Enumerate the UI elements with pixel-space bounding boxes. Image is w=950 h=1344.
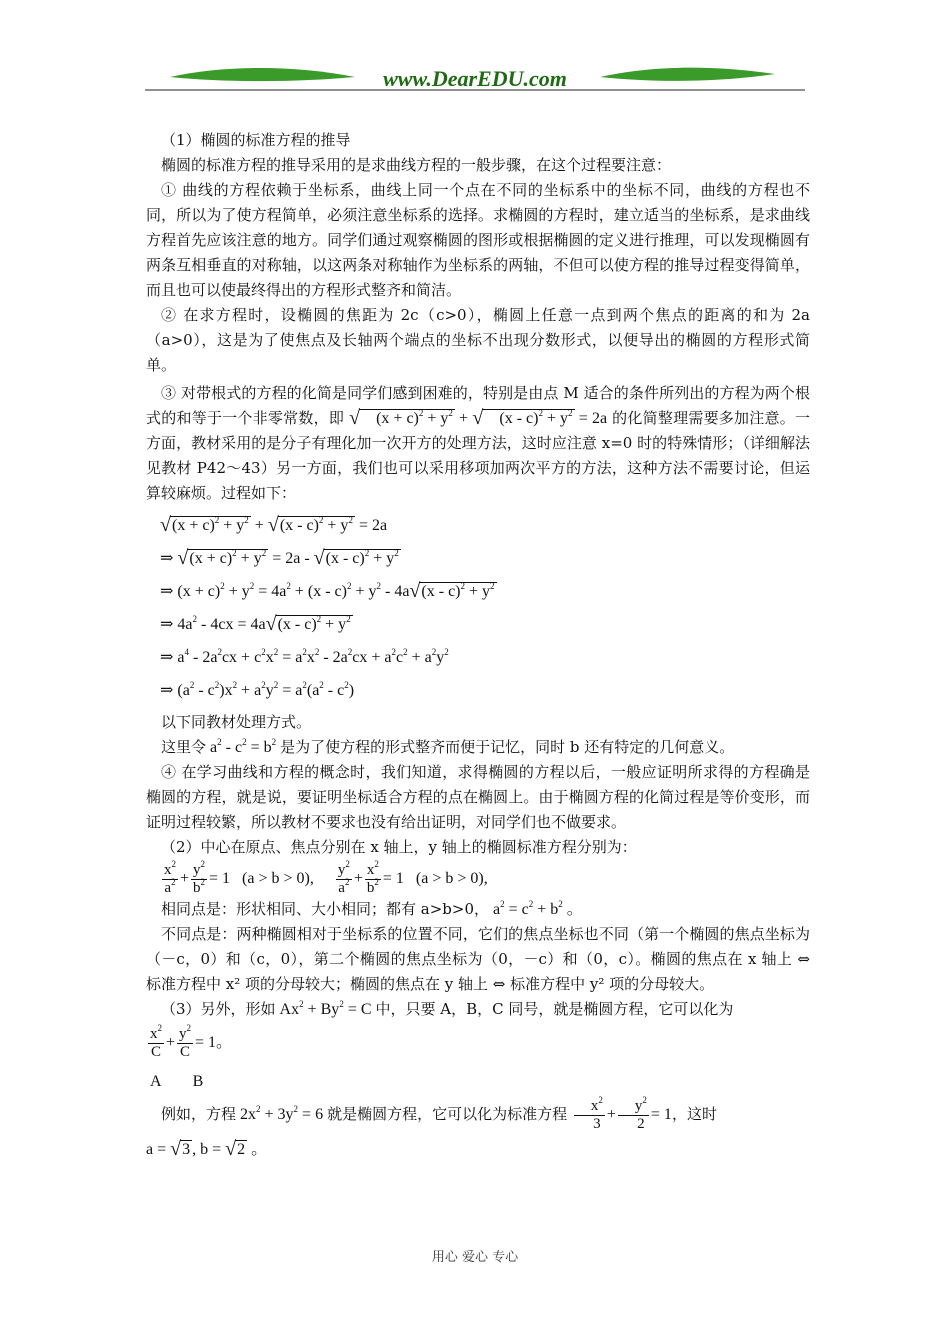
section-heading-3: [146, 997, 810, 1022]
document-body: [146, 128, 810, 1162]
paragraph-intro: 椭圆的标准方程的推导采用的是求曲线方程的一般步骤，在这个过程要注意：: [161, 156, 672, 174]
section-heading-1: （1）椭圆的标准方程的推导: [161, 131, 351, 149]
derivation-line-5: ⇒ $a^4 - 2a^2cx + c^2x^2 = a^2x^2 - 2a^2cx + a^2c^2 + a^2y^2$: [160, 647, 449, 666]
b-def-text-b: 是为了使方程的形式整齐而便于记忆，同时 b 还有特定的几何意义。: [280, 738, 735, 756]
example-standard-form: $\frac{x^2}{3}$ + $\frac{y^2}{2}$ = 1: [572, 1106, 672, 1123]
derivation-line-6: ⇒ $(a^2 - c^2)x^2 + a^2y^2 = a^2(a^2 - c^2)$: [160, 680, 355, 699]
paragraph-point-3: [146, 381, 810, 506]
left-swoosh: [170, 68, 355, 81]
deareducom-banner-logo: [0, 0, 950, 100]
right-swoosh: [600, 68, 775, 81]
example-text-c: ，这时: [671, 1105, 717, 1124]
similarities-formula: $a^2 = c^2 + b^2$ 。: [489, 899, 583, 918]
page-footer: 用心 爱心 专心: [431, 1250, 519, 1265]
derivation-block: [146, 513, 810, 704]
paragraph-example: [146, 1095, 810, 1133]
derivation-line-3: ⇒ $(x + c)^2 + y^2 = 4a^2 + (x - c)^2 + y^2 - 4a√(x - c)^2 + y^2$: [160, 580, 495, 602]
point-3-text-b: 的化简整理需要多加注意。一方面，教材采用的是分子有理化加一次开方的处理方法，这时应注意 x=0 时的特殊情形；（详细解法见教材 P42～43）另一方面，我们也可以采用移项加两次平方的方法，这种方法不需要讨论，但运算较麻烦。过程如下：: [146, 409, 810, 502]
general-form-formula: $Ax^2 + By^2 = C$: [275, 999, 376, 1018]
example-equation: $2x^2 + 3y^2 = 6$: [236, 1104, 328, 1124]
h3-text-a: （3）另外，形如: [161, 1000, 276, 1018]
transformed-form: $\frac{x^2}{C}$ + $\frac{y^2}{C}$ = 1。 A B: [150, 1023, 233, 1090]
example-text-b: 就是椭圆方程，它可以化为标准方程: [327, 1105, 568, 1124]
example-text-a: 例如，方程: [161, 1105, 237, 1124]
similarities-text: 相同点是：形状相同、大小相同；都有 a>b>0，: [161, 900, 489, 918]
page-header: [0, 0, 950, 100]
standard-equations: $\frac{x^2}{a^2}$ + $\frac{y^2}{b^2}$ = 1 (a > b > 0), $\frac{y^2}{a^2}$ + $\frac{x^2}{b^2}$ = 1 (a > b > 0),: [164, 859, 488, 896]
point-3-text-a: ③ 对带根式的方程的化简是同学们感到困难的，特别是由点 M 适合的条件所列出的方程为两个根式的和等于一个非零常数，即: [146, 384, 810, 427]
paragraph-differences: 不同点是：两种椭圆相对于坐标系的位置不同，它们的焦点坐标也不同（第一个椭圆的焦点坐标为（－c，0）和（c，0），第二个椭圆的焦点坐标为（0，－c）和（0，c）。椭圆的焦点在 x 轴上 ⇔ 标准方程中 x² 项的分母较大；椭圆的焦点在 y 轴上 ⇔ 标准方程中 y² 项的分母较大。: [146, 925, 810, 993]
inline-radical-equation: √ $(x + c)^2 + y^2$ + √ $(x - c)^2 + y^2 = 2a$: [349, 407, 608, 429]
paragraph-point-2: ② 在求方程时，设椭圆的焦距为 2c（c>0），椭圆上任意一点到两个焦点的距离的和为 2a（a>0），这是为了使焦点及长轴两个端点的坐标不出现分数形式，以便导出的椭圆的方程形式简单。: [146, 306, 810, 374]
section-heading-2: （2）中心在原点、焦点分别在 x 轴上，y 轴上的椭圆标准方程分别为：: [161, 838, 637, 856]
example-result: a = √3 , b = √2 。: [146, 1138, 268, 1160]
paragraph-point-4: ④ 在学习曲线和方程的概念时，我们知道，求得椭圆的方程以后，一般应证明所求得的方程确是椭圆的方程，就是说，要证明坐标适合方程的点在椭圆上。由于椭圆方程的化简过程是等价变形，而证明过程较繁，所以教材不要求也没有给出证明，对同学们也不做要求。: [146, 763, 810, 831]
h3-text-b: 中，只要 A，B，C 同号，就是椭圆方程，它可以化为: [375, 1000, 734, 1018]
site-logo-text: www.DearEDU.com: [383, 66, 567, 91]
after-derivation-note: 以下同教材处理方式。: [161, 713, 312, 731]
paragraph-point-1: ① 曲线的方程依赖于坐标系，曲线上同一个点在不同的坐标系中的坐标不同，曲线的方程也不同，所以为了使方程简单，必须注意坐标系的选择。求椭圆的方程时，建立适当的坐标系，是求曲线方程首先应该注意的地方。同学们通过观察椭圆的图形或根据椭圆的定义进行推理，可以发现椭圆有两条互相垂直的对称轴，以这两条对称轴作为坐标系的两轴，不但可以使方程的推导过程变得简单，而且也可以使最终得出的方程形式整齐和简洁。: [146, 181, 810, 299]
paragraph-b-definition: [146, 735, 810, 760]
derivation-line-1: $√(x + c)^2 + y^2 + √(x - c)^2 + y^2 = 2a$: [160, 514, 388, 536]
b-def-formula: $a^2 - c^2 = b^2$: [206, 737, 277, 756]
paragraph-similarities: [146, 897, 810, 922]
derivation-line-4: ⇒ $4a^2 - 4cx = 4a√(x - c)^2 + y^2$: [160, 613, 351, 635]
b-def-text-a: 这里令: [161, 738, 207, 756]
derivation-line-2: ⇒ $√(x + c)^2 + y^2 = 2a - √(x - c)^2 + y^2$: [160, 547, 399, 569]
